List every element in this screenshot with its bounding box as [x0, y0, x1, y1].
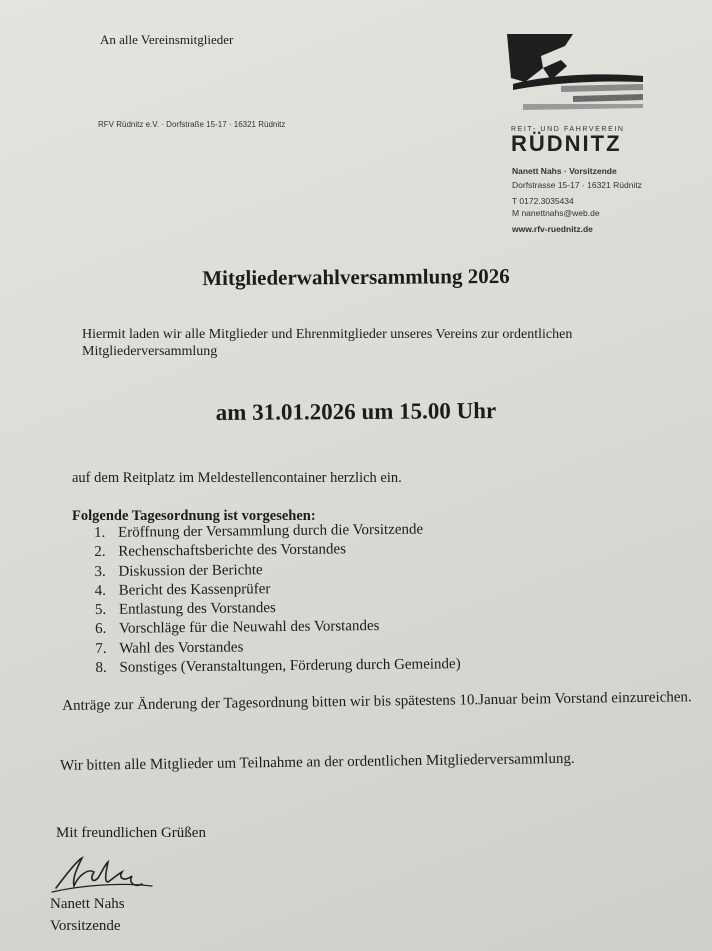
- signer-name: Nanett Nahs: [50, 896, 125, 912]
- contact-phone: T 0172.3035434: [512, 196, 574, 206]
- agenda-list: [94, 520, 461, 678]
- contact-address: Dorfstrasse 15-17 · 16321 Rüdnitz: [512, 180, 642, 190]
- contact-email: M nanettnahs@web.de: [512, 208, 600, 218]
- sender-address-line: RFV Rüdnitz e.V. · Dorfstraße 15-17 · 16321 Rüdnitz: [98, 120, 286, 129]
- list-item: 2. Rechenschaftsberichte des Vorstandes: [94, 541, 347, 561]
- attendance-paragraph: Wir bitten alle Mitglieder um Teilnahme an der ordentlichen Mitgliederversammlung.: [60, 750, 575, 774]
- list-item: 7. Wahl des Vorstandes: [95, 639, 244, 657]
- recipient-line: An alle Vereinsmitglieder: [100, 32, 234, 47]
- list-item: 8. Sonstiges (Veranstaltungen, Förderung durch Gemeinde): [95, 656, 461, 677]
- list-item: 5. Entlastung des Vorstandes: [94, 600, 276, 619]
- motions-paragraph: Anträge zur Änderung der Tagesordnung bitten wir bis spätestens 10.Januar beim Vorstand einzureichen.: [62, 689, 692, 714]
- list-item: 4. Bericht des Kassenprüfer: [94, 581, 271, 599]
- list-item: 3. Diskussion der Berichte: [94, 561, 263, 580]
- contact-person: Nanett Nahs · Vorsitzende: [512, 166, 617, 176]
- meeting-date: am 31.01.2026 um 15.00 Uhr: [215, 398, 497, 425]
- list-item: 6. Vorschläge für die Neuwahl des Vorstandes: [95, 618, 380, 638]
- horse-logo-icon: [503, 32, 653, 114]
- club-subtitle: REIT- UND FAHRVEREIN: [511, 126, 625, 133]
- handwritten-signature: [48, 852, 158, 896]
- meeting-place: auf dem Reitplatz im Meldestellencontainer herzlich ein.: [72, 470, 402, 486]
- signer-block: [50, 893, 125, 937]
- contact-website: www.rfv-ruednitz.de: [512, 224, 593, 234]
- closing-greeting: Mit freundlichen Grüßen: [56, 825, 206, 841]
- list-item: 1. Eröffnung der Versammlung durch die Vorsitzende: [94, 521, 424, 541]
- intro-paragraph: Hiermit laden wir alle Mitglieder und Ehrenmitglieder unseres Vereins zur ordentlichen Mitgliederversammlung: [82, 327, 573, 359]
- signer-role: Vorsitzende: [50, 918, 121, 934]
- club-name: RÜDNITZ: [511, 131, 622, 156]
- letter-title: Mitgliederwahlversammlung 2026: [202, 263, 510, 291]
- agenda-heading: Folgende Tagesordnung ist vorgesehen:: [72, 508, 316, 524]
